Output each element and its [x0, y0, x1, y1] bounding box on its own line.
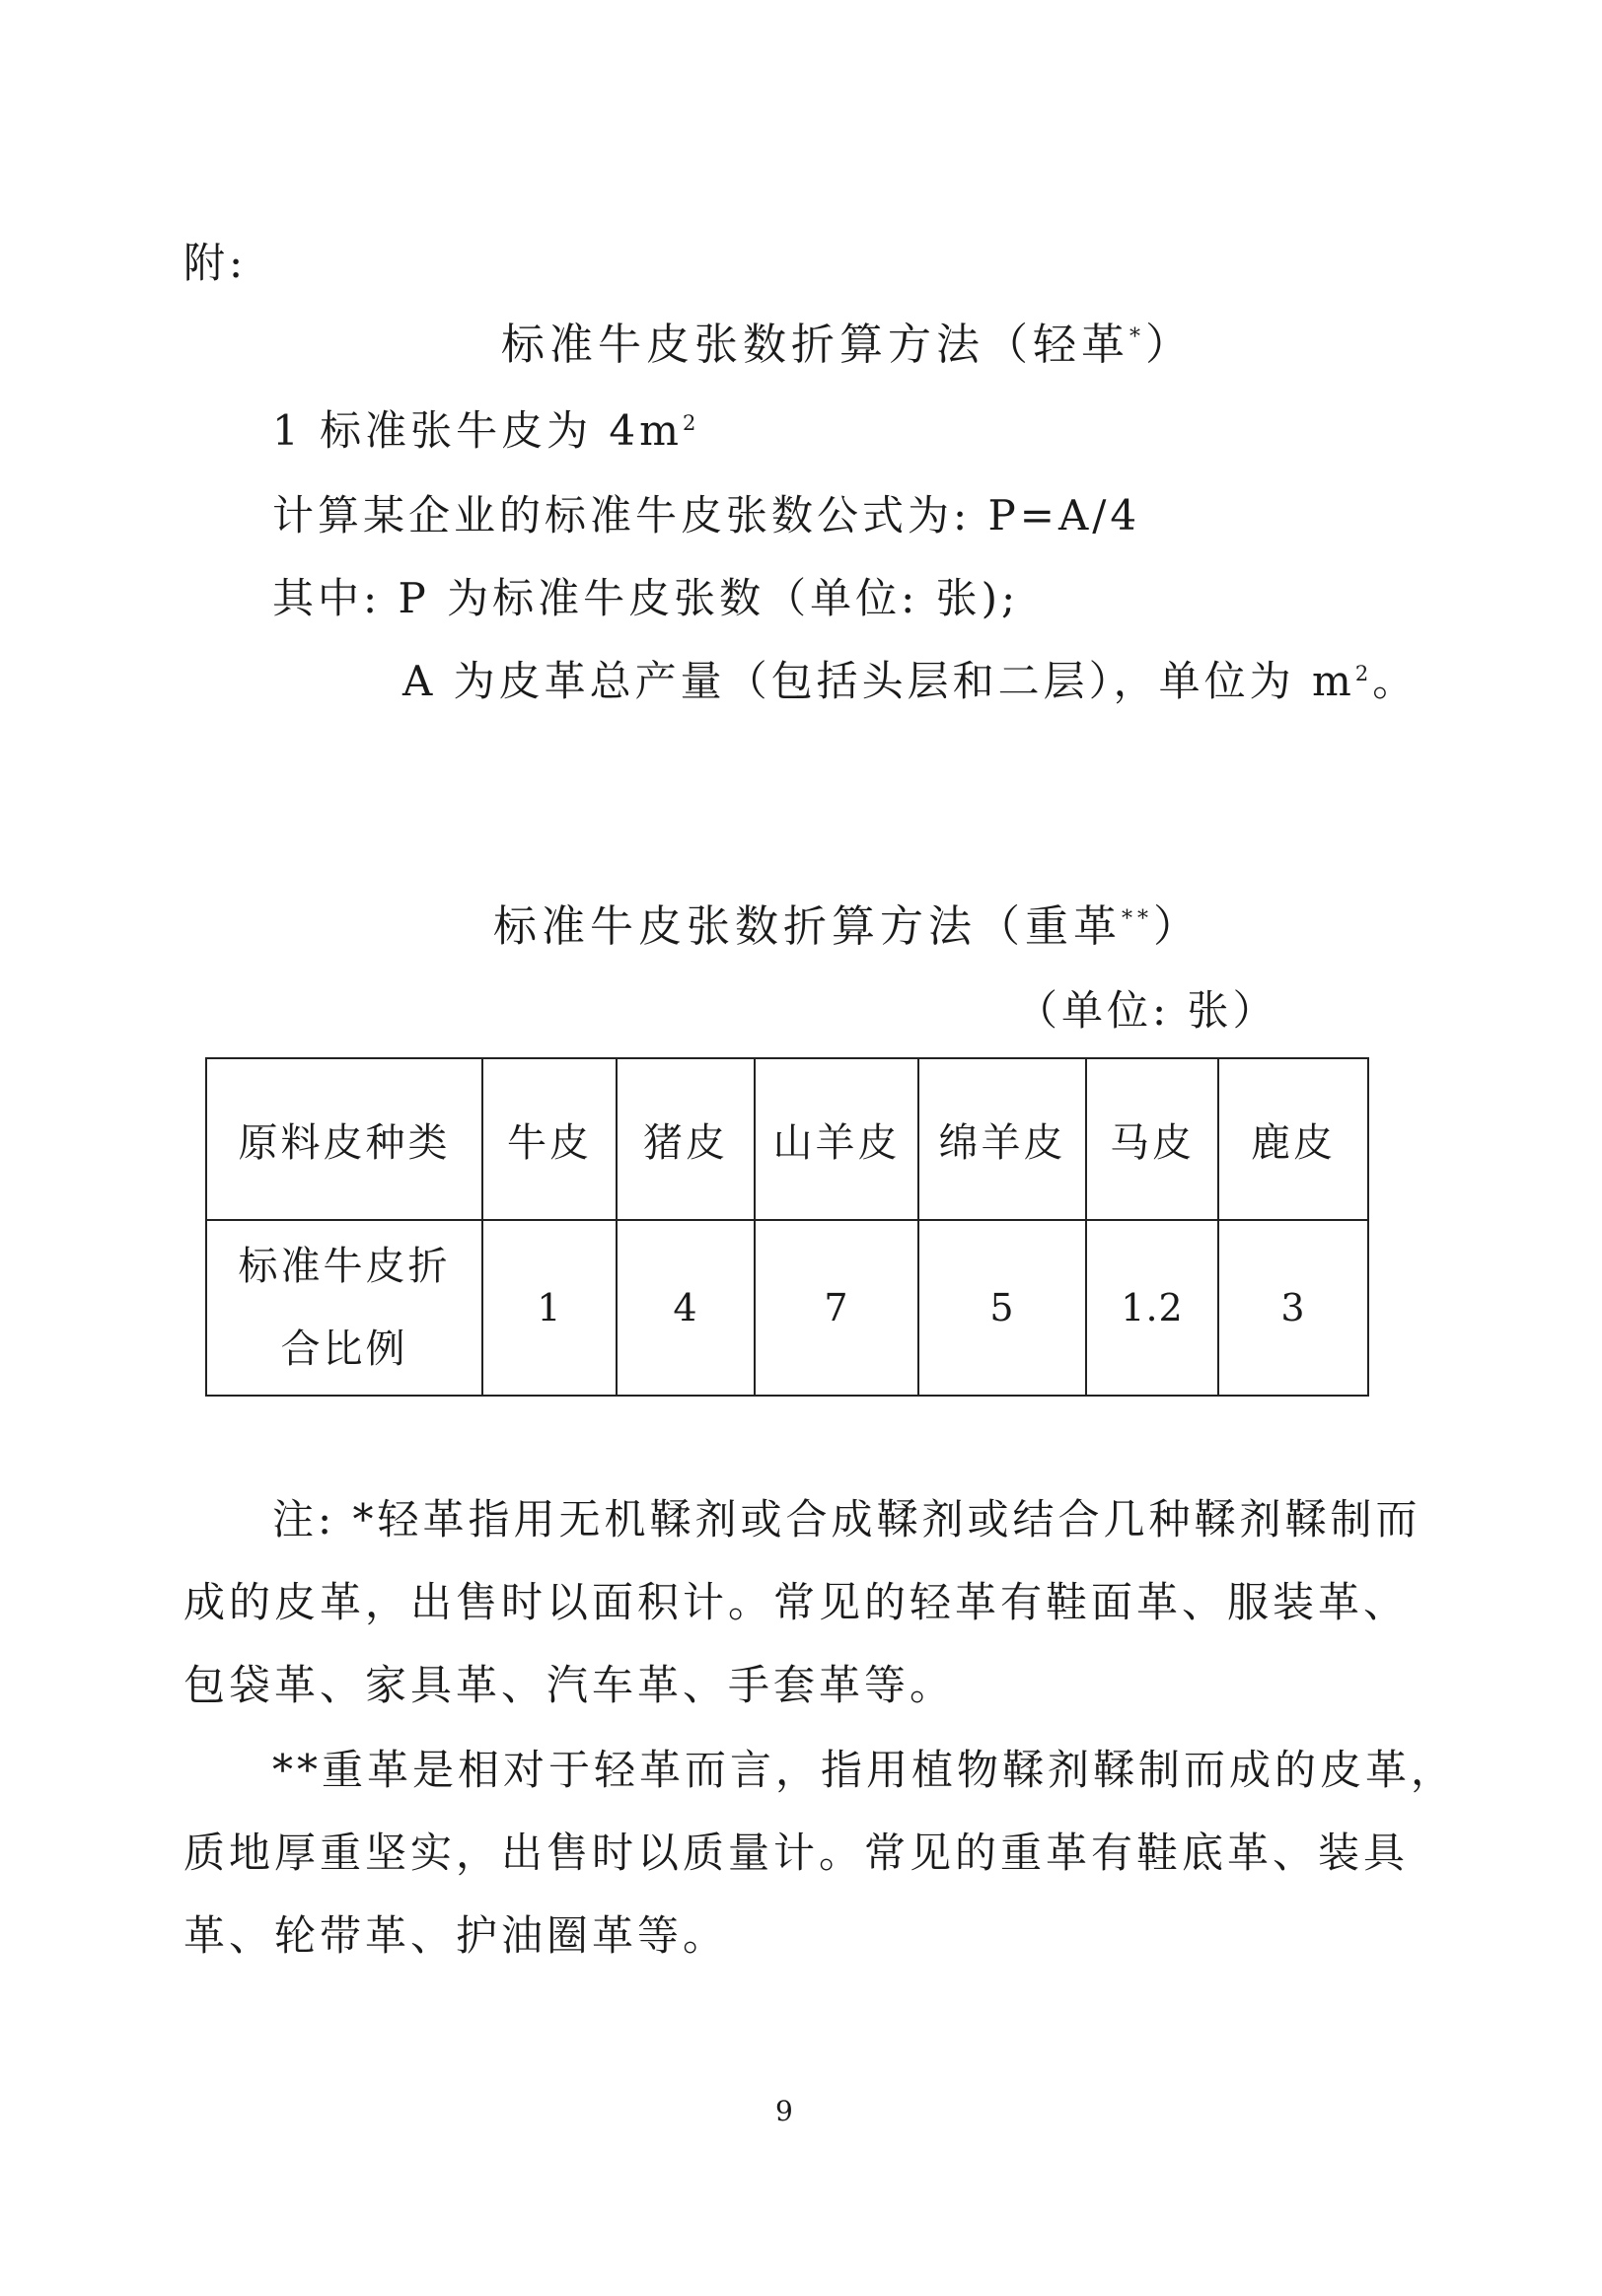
light-title-text: 标准牛皮张数折算方法（轻革 [501, 320, 1129, 370]
value-horsehide: 1.2 [1086, 1220, 1218, 1396]
value-goatskin: 7 [755, 1220, 918, 1396]
a-definition-suffix: 。 [1372, 657, 1419, 705]
formula-a-definition [402, 657, 1419, 705]
table-header-row [206, 1058, 1368, 1220]
value-pigskin: 4 [617, 1220, 755, 1396]
table-ratio-row [206, 1220, 1368, 1396]
row-label-line1: 标准牛皮折 [238, 1244, 451, 1289]
a-definition-text: A 为皮革总产量（包括头层和二层），单位为 m [402, 657, 1355, 705]
formula-line: 计算某企业的标准牛皮张数公式为: P=A/4 [272, 491, 1141, 539]
note-heavy-line3: 革、轮带革、护油圈革等。 [183, 1911, 729, 1960]
row-label-cell [206, 1220, 482, 1396]
column-pigskin: 猪皮 [617, 1058, 755, 1220]
note-heavy-line1: **重革是相对于轻革而言，指用植物鞣剂鞣制而成的皮革， [272, 1746, 1457, 1794]
heavy-title-text: 标准牛皮张数折算方法（重革 [493, 901, 1122, 952]
column-deerskin: 鹿皮 [1218, 1058, 1368, 1220]
page-number: 9 [775, 2095, 793, 2127]
note-heavy-line2: 质地厚重坚实，出售时以质量计。常见的重革有鞋底革、装具 [183, 1829, 1410, 1877]
light-leather-title [501, 320, 1194, 370]
a-definition-sup: 2 [1354, 662, 1373, 685]
conversion-table [205, 1057, 1369, 1397]
attachment-label: 附: [183, 239, 248, 287]
standard-hide-sup: 2 [682, 411, 700, 435]
value-sheepskin: 5 [918, 1220, 1086, 1396]
value-deerskin: 3 [1218, 1220, 1368, 1396]
standard-hide-text: 1 标准张牛皮为 4m [272, 406, 683, 455]
column-cowhide: 牛皮 [482, 1058, 617, 1220]
header-label-cell: 原料皮种类 [206, 1058, 482, 1220]
column-horsehide: 马皮 [1086, 1058, 1218, 1220]
unit-label: （单位: 张） [1016, 986, 1278, 1035]
standard-hide-definition [272, 406, 700, 455]
heavy-title-mark: ** [1122, 906, 1153, 932]
heavy-leather-title [493, 901, 1202, 952]
column-goatskin: 山羊皮 [755, 1058, 918, 1220]
light-title-mark: * [1129, 324, 1145, 350]
column-sheepskin: 绵羊皮 [918, 1058, 1086, 1220]
light-title-close: ） [1145, 320, 1194, 370]
heavy-title-close: ） [1153, 901, 1202, 952]
row-label-line2: 合比例 [280, 1327, 408, 1372]
formula-p-definition: 其中: P 为标准牛皮张数（单位: 张); [272, 574, 1020, 622]
note-light-line3: 包袋革、家具革、汽车革、手套革等。 [183, 1661, 956, 1709]
note-light-line2: 成的皮革，出售时以面积计。常见的轻革有鞋面革、服装革、 [183, 1578, 1410, 1626]
note-light-line1: 注: *轻革指用无机鞣剂或合成鞣剂或结合几种鞣剂鞣制而 [272, 1495, 1421, 1543]
value-cowhide: 1 [482, 1220, 617, 1396]
